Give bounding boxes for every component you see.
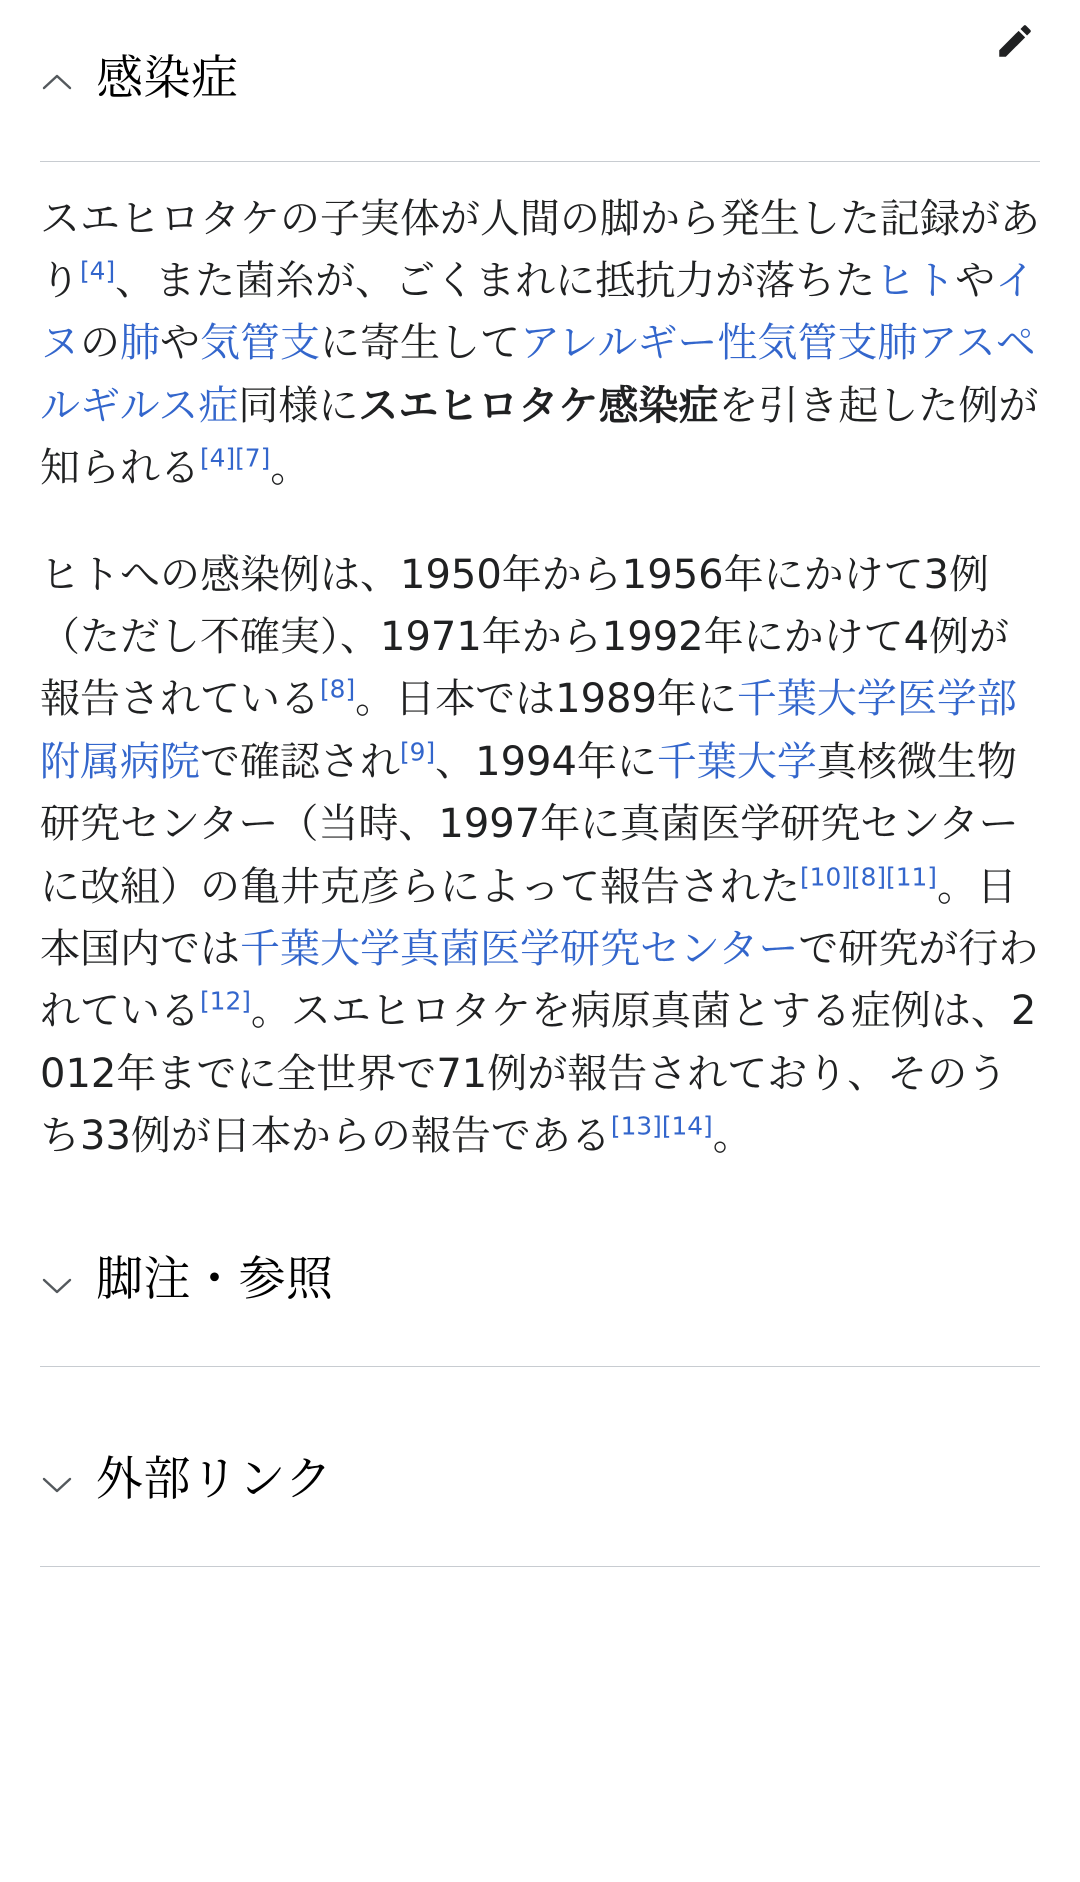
section-footnotes [40, 1193, 1040, 1367]
section-header-left[interactable] [40, 14, 239, 145]
section-header-footnotes[interactable] [40, 1201, 1040, 1356]
spacer [40, 1367, 1040, 1393]
chevron-down-icon[interactable] [40, 1268, 74, 1302]
section-title-footnotes: 脚注・参照 [96, 1254, 334, 1307]
text-run: 。 [712, 1113, 753, 1160]
reference-link[interactable]: [7] [235, 443, 271, 473]
text-run: 、また菌糸が、ごくまれに抵抗力が落ちた [115, 258, 876, 305]
text-run: 真核微生物研究センター（当時、1997年に真菌医学研究センターに改組）の亀井克彦らによって報告された [40, 738, 1019, 910]
text-run: に寄生して [320, 320, 520, 367]
section-title-external-links: 外部リンク [96, 1454, 333, 1507]
section-header-external-links[interactable] [40, 1401, 1040, 1556]
text-run: 。日本では1989年に [355, 676, 737, 723]
text-run: ヒトへの感染例は、1950年から1956年にかけて3例（ただし不確実）、1971年から1992年にかけて4例が報告されている [40, 551, 1010, 723]
text-run: の [80, 320, 120, 367]
reference-link[interactable]: [8] [850, 862, 887, 892]
reference-9[interactable] [400, 737, 435, 766]
bold-term-schizophyllum-infection: スエヒロタケ感染症 [358, 382, 719, 429]
reference-12[interactable] [200, 987, 251, 1016]
link-hito[interactable]: ヒト [875, 258, 956, 305]
reference-link[interactable]: [4] [200, 443, 236, 473]
reference-link[interactable]: [13] [610, 1111, 662, 1141]
chevron-down-icon[interactable] [40, 1467, 74, 1501]
paragraph-2 [40, 544, 1040, 1168]
reference-link[interactable]: [12] [200, 986, 251, 1016]
link-chiba-university-hospital[interactable]: 千葉大学医学部附属病院 [40, 676, 1017, 785]
text-run: や [955, 258, 996, 305]
section-content-infection [40, 162, 1040, 1168]
section-divider [40, 1566, 1040, 1567]
section-title-infection: 感染症 [96, 53, 239, 105]
reference-link[interactable]: [14] [661, 1111, 713, 1141]
spacer [40, 1167, 1040, 1193]
text-run: 同様に [238, 382, 359, 429]
reference-link[interactable]: [4] [80, 256, 116, 286]
reference-10[interactable] [800, 862, 851, 891]
chevron-up-icon[interactable] [40, 66, 74, 100]
text-run: で研究が行われている [40, 925, 1039, 1035]
link-chiba-university[interactable]: 千葉大学 [656, 738, 817, 785]
reference-8b[interactable] [851, 862, 886, 891]
link-chiba-mycology-center[interactable]: 千葉大学真菌医学研究センター [240, 925, 799, 972]
section-external-links [40, 1393, 1040, 1567]
text-run: 。スエヒロタケを病原真菌とする症例は、2012年までに全世界で71例が報告されており、そのうち33例が日本からの報告である [40, 988, 1037, 1160]
section-header-left[interactable] [40, 1415, 333, 1546]
text-run: で確認され [200, 738, 400, 785]
section-header-left[interactable] [40, 1215, 334, 1346]
reference-link[interactable]: [10] [800, 862, 851, 892]
reference-link[interactable]: [9] [400, 737, 436, 767]
paragraph-1 [40, 188, 1040, 500]
reference-11[interactable] [886, 862, 937, 891]
section-header-infection[interactable] [40, 0, 1040, 151]
reference-7[interactable] [235, 444, 270, 473]
reference-8a[interactable] [320, 675, 355, 704]
text-run: スエヒロタケの子実体が人間の脚から発生した記録があり [40, 195, 1040, 305]
link-hai[interactable]: 肺 [120, 320, 160, 367]
link-abpa[interactable]: アレルギー性気管支肺アスペルギルス症 [40, 320, 1036, 429]
link-kikanshi[interactable]: 気管支 [200, 320, 320, 367]
reference-link[interactable]: [11] [886, 862, 937, 892]
link-inu[interactable]: イヌ [40, 258, 1036, 367]
text-run: や [160, 320, 200, 367]
reference-4b[interactable] [200, 444, 235, 473]
text-run: を引き起した例が知られる [40, 382, 1039, 492]
text-run: 。 [270, 445, 311, 492]
pencil-edit-icon[interactable] [994, 20, 1036, 62]
reference-13[interactable] [611, 1112, 662, 1141]
reference-link[interactable]: [8] [320, 675, 356, 705]
text-run: 、1994年に [435, 738, 657, 785]
reference-4a[interactable] [80, 257, 115, 286]
reference-14[interactable] [662, 1112, 713, 1141]
text-run: 。日本国内では [40, 863, 1017, 972]
